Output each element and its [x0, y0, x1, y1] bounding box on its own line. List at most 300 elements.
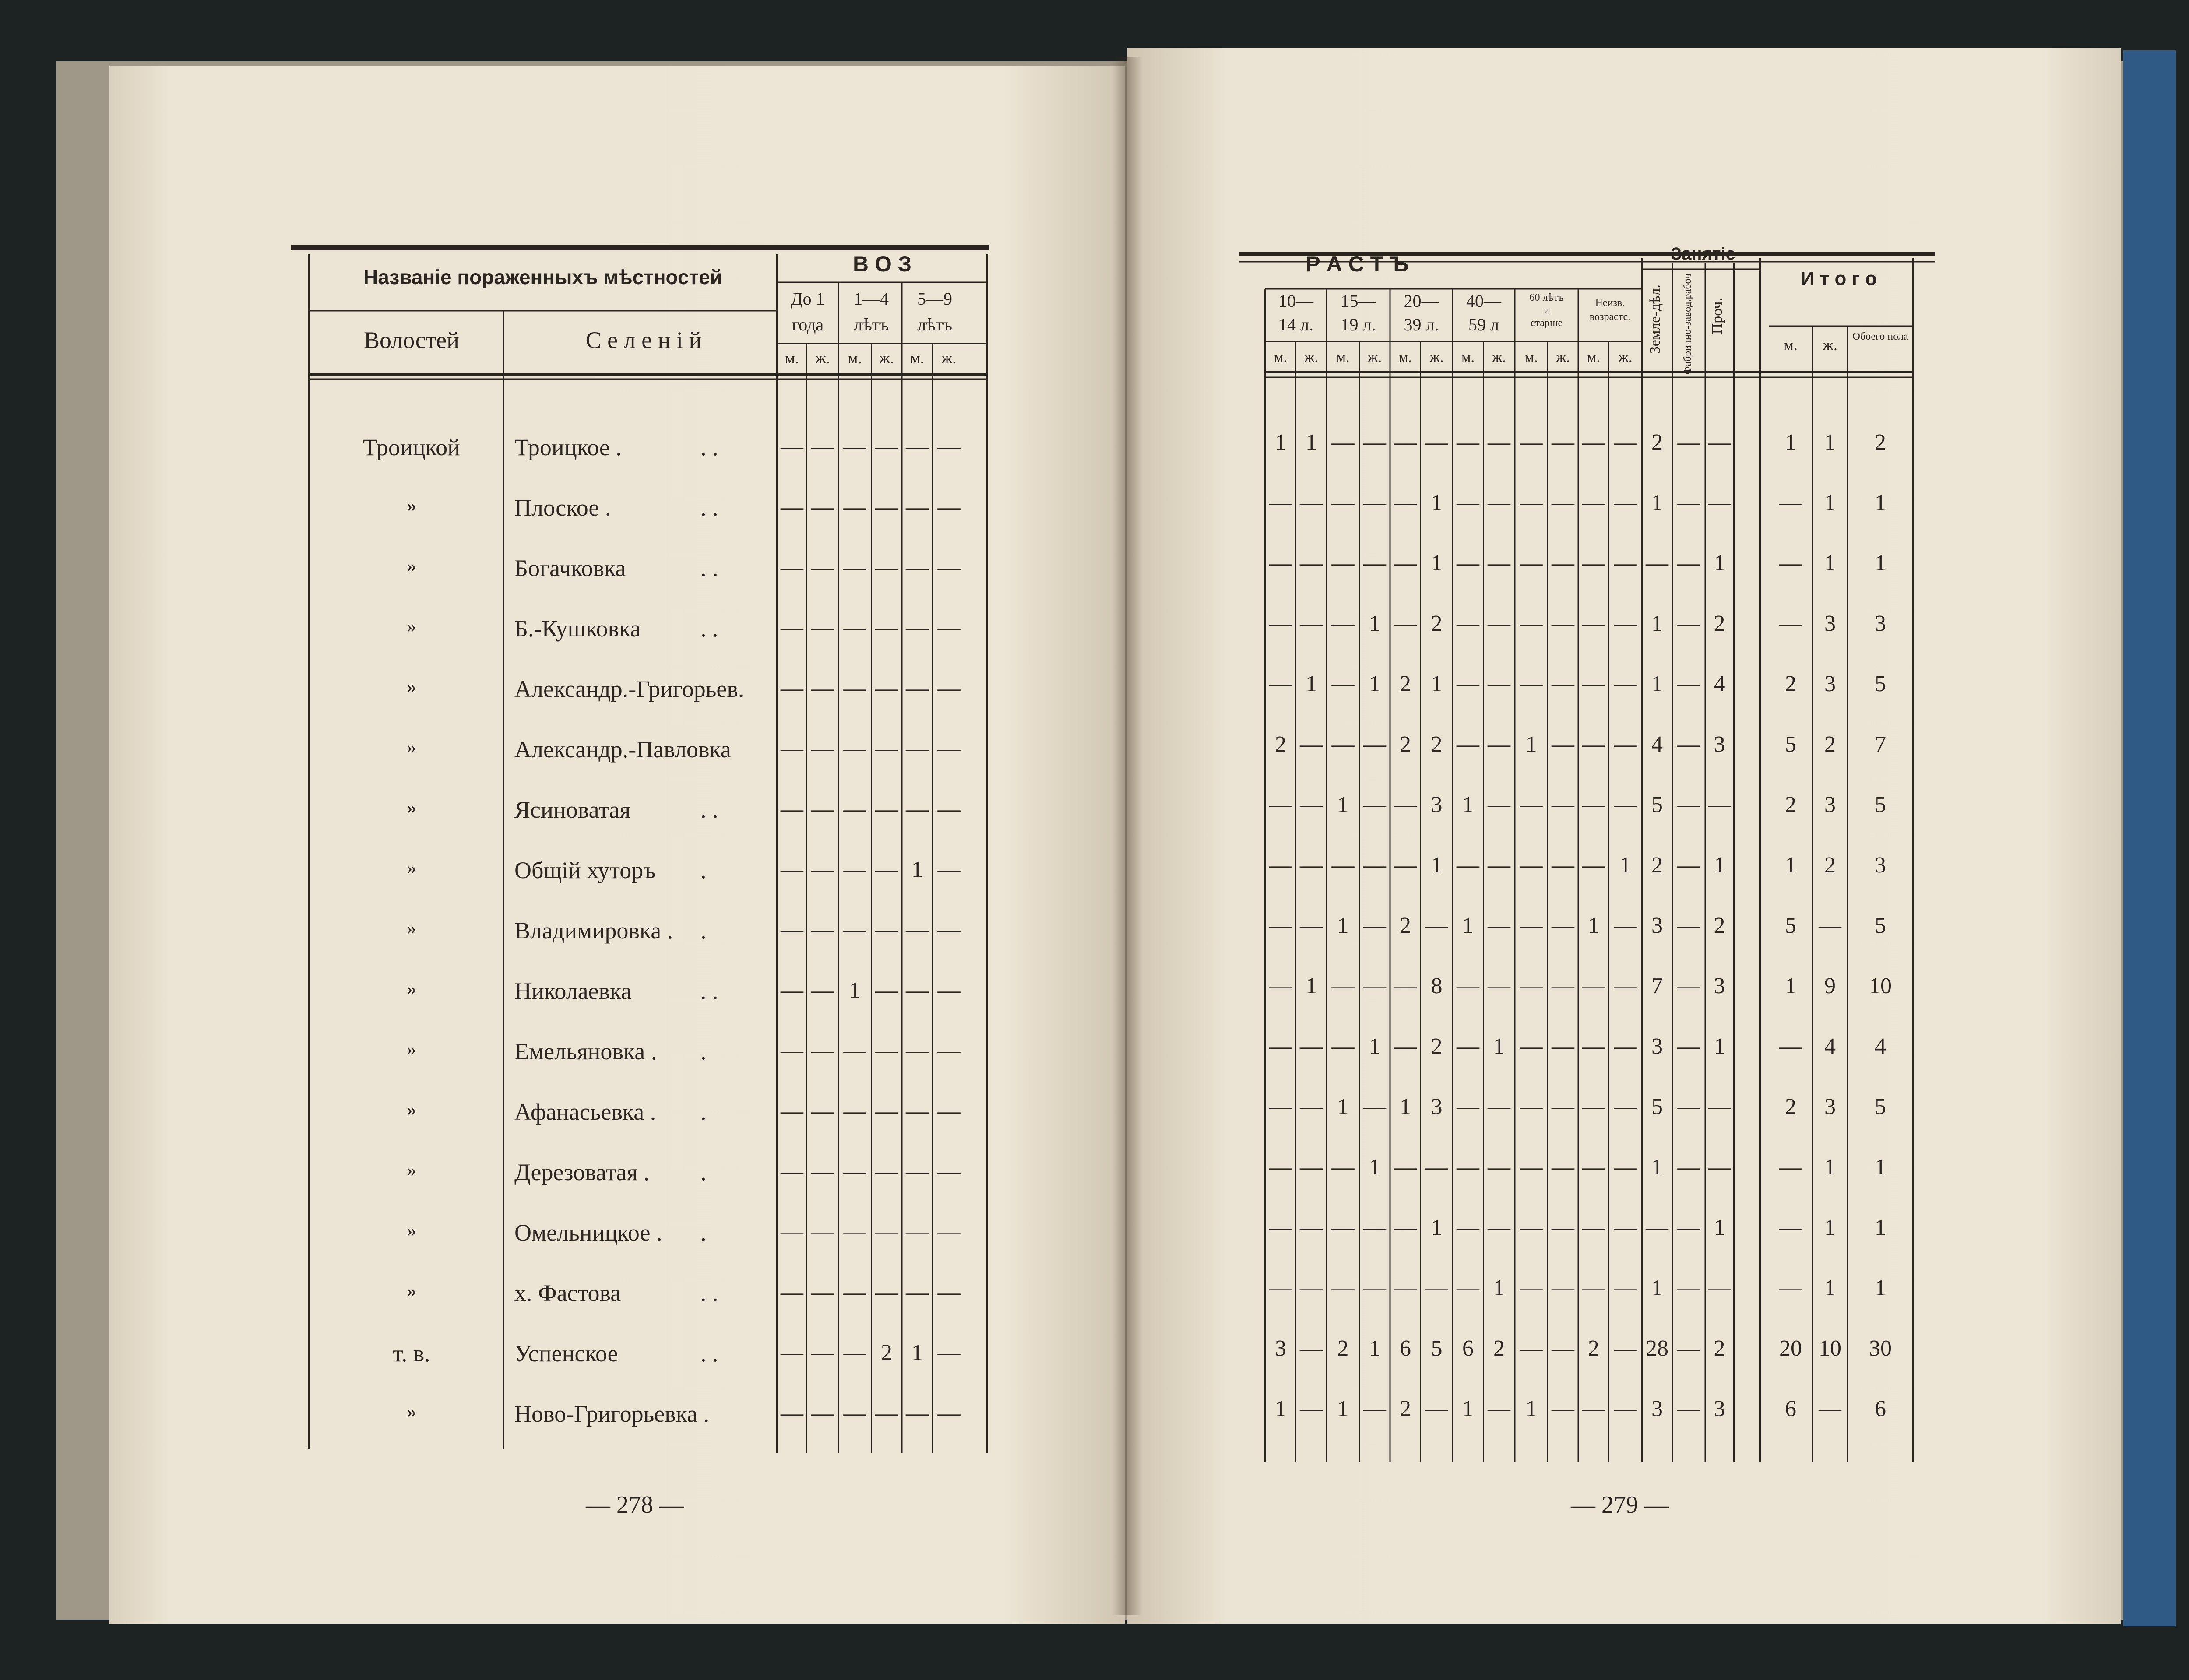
- age-cell: —: [781, 1099, 803, 1124]
- occupation-cell: 3: [1714, 974, 1725, 998]
- sex-header: ж.: [1492, 349, 1506, 366]
- age-cell: 1: [1306, 430, 1317, 455]
- age-cell: —: [1614, 792, 1637, 817]
- age-cell: —: [1614, 732, 1637, 757]
- age-cell: —: [875, 615, 898, 640]
- occupation-cell: —: [1677, 1155, 1700, 1180]
- age-cell: —: [1269, 792, 1292, 817]
- age-cell: —: [875, 434, 898, 459]
- age-cell: —: [781, 857, 803, 882]
- age-cell: —: [1552, 1396, 1574, 1421]
- page-number: — 279 —: [1571, 1491, 1669, 1518]
- age-cell: —: [1331, 853, 1355, 878]
- age-cell: 2: [1431, 611, 1443, 636]
- leader-dots: .: [700, 1159, 707, 1185]
- age-col-header: 59 л: [1468, 315, 1499, 334]
- leader-dots: . .: [700, 615, 718, 642]
- total-cell: 1: [1875, 1276, 1886, 1300]
- total-cell: 1: [1824, 430, 1836, 455]
- age-cell: —: [937, 1099, 961, 1124]
- total-cell: 1: [1785, 430, 1796, 455]
- volost-cell: т. в.: [393, 1340, 430, 1367]
- occupation-cell: 1: [1651, 611, 1663, 636]
- occupation-cell: 5: [1651, 1094, 1663, 1119]
- age-cell: —: [781, 1280, 803, 1305]
- total-cell: —: [1779, 1155, 1802, 1180]
- age-col-header: 14 л.: [1278, 315, 1313, 334]
- age-cell: —: [1582, 1034, 1605, 1059]
- volost-cell: »: [407, 495, 416, 516]
- age-cell: —: [937, 615, 961, 640]
- age-cell: 1: [1306, 974, 1317, 998]
- age-cell: —: [875, 555, 898, 580]
- age-cell: —: [1300, 853, 1323, 878]
- age-cell: —: [781, 676, 803, 701]
- total-cell: 7: [1875, 732, 1886, 757]
- age-cell: 1: [1275, 1396, 1286, 1421]
- age-cell: —: [1331, 1276, 1355, 1300]
- age-cell: —: [1614, 1215, 1637, 1240]
- age-cell: 1: [1525, 1396, 1537, 1421]
- sex-header: ж.: [815, 349, 830, 367]
- age-cell: 1: [1493, 1034, 1505, 1059]
- village-cell: Ново-Григорьевка .: [514, 1401, 710, 1427]
- occupation-cell: 3: [1714, 732, 1725, 757]
- total-cell: 1: [1824, 1276, 1836, 1300]
- age-cell: —: [1552, 551, 1574, 576]
- sex-header: ж.: [879, 349, 894, 367]
- age-cell: —: [1363, 792, 1386, 817]
- age-cell: —: [1363, 430, 1386, 455]
- age-cell: —: [1520, 1336, 1543, 1361]
- total-cell: 10: [1819, 1336, 1841, 1361]
- age-cell: —: [1582, 430, 1605, 455]
- age-cell: —: [1488, 1155, 1510, 1180]
- age-cell: —: [1300, 611, 1323, 636]
- age-cell: —: [1582, 611, 1605, 636]
- age-cell: 1: [1337, 1396, 1349, 1421]
- total-cell: 1: [1824, 551, 1836, 576]
- volost-cell: »: [407, 978, 416, 999]
- village-cell: х. Фастова: [514, 1280, 621, 1306]
- age-cell: —: [1457, 1276, 1479, 1300]
- age-cell: —: [906, 615, 929, 640]
- sex-header: ж.: [1368, 349, 1382, 366]
- age-cell: —: [1520, 551, 1543, 576]
- village-header: С е л е н і й: [585, 327, 702, 353]
- occupation-cell: —: [1677, 792, 1700, 817]
- age-cell: —: [1552, 611, 1574, 636]
- age-col-header: лѣтъ: [854, 315, 889, 334]
- age-cell: —: [811, 1401, 834, 1426]
- leader-dots: . .: [700, 495, 718, 521]
- occupation-cell: —: [1677, 490, 1700, 515]
- age-cell: —: [1457, 490, 1479, 515]
- age-cell: 1: [1493, 1276, 1505, 1300]
- occupation-cell: —: [1646, 551, 1668, 576]
- age-cell: —: [875, 1038, 898, 1063]
- age-cell: —: [906, 555, 929, 580]
- occupation-cell: 1: [1714, 551, 1725, 576]
- leader-dots: .: [700, 857, 707, 883]
- age-cell: —: [1300, 490, 1323, 515]
- age-cell: —: [843, 797, 866, 822]
- age-cell: —: [1300, 1155, 1323, 1180]
- age-cell: 1: [1431, 671, 1443, 696]
- age-cell: —: [1394, 430, 1417, 455]
- age-cell: —: [875, 736, 898, 761]
- age-cell: —: [1457, 853, 1479, 878]
- age-cell: —: [1269, 1276, 1292, 1300]
- village-cell: Богачковка: [514, 555, 626, 581]
- age-cell: —: [875, 676, 898, 701]
- total-cell: 5: [1785, 913, 1796, 938]
- village-cell: Успенское: [514, 1340, 618, 1367]
- age-cell: 1: [1275, 430, 1286, 455]
- age-cell: —: [781, 615, 803, 640]
- age-cell: —: [1582, 1215, 1605, 1240]
- total-cell: 3: [1824, 792, 1836, 817]
- occupation-cell: —: [1677, 853, 1700, 878]
- age-cell: 2: [1400, 732, 1411, 757]
- left-table-rules: [109, 66, 1125, 1624]
- age-cell: —: [811, 1220, 834, 1244]
- age-cell: —: [1552, 430, 1574, 455]
- age-cell: —: [1269, 611, 1292, 636]
- age-cell: 1: [1431, 1215, 1443, 1240]
- village-cell: Плоское .: [514, 495, 611, 521]
- age-cell: —: [811, 1159, 834, 1184]
- age-cell: —: [1552, 1215, 1574, 1240]
- age-cell: —: [1582, 671, 1605, 696]
- total-cell: 2: [1824, 853, 1836, 878]
- age-cell: —: [781, 917, 803, 942]
- occupation-cell: —: [1677, 1034, 1700, 1059]
- age-col-header: Неизв.: [1595, 297, 1625, 309]
- age-col-header: 40—: [1466, 291, 1501, 311]
- age-cell: —: [843, 917, 866, 942]
- age-cell: —: [1614, 430, 1637, 455]
- total-cell: 3: [1875, 611, 1886, 636]
- names-header: Названіе пораженныхъ мѣстностей: [363, 266, 723, 288]
- age-cell: —: [906, 1038, 929, 1063]
- occupation-header: Занятіе: [1671, 244, 1735, 264]
- age-cell: —: [1331, 1215, 1355, 1240]
- occupation-cell: 4: [1714, 671, 1725, 696]
- age-cell: —: [1269, 671, 1292, 696]
- age-cell: —: [1394, 551, 1417, 576]
- book-cover-edge: [2123, 50, 2176, 1626]
- sex-header: м.: [848, 349, 862, 367]
- age-cell: —: [1520, 1215, 1543, 1240]
- age-cell: —: [811, 495, 834, 520]
- age-cell: —: [1488, 974, 1510, 998]
- total-cell: 2: [1785, 792, 1796, 817]
- age-cell: 2: [1431, 732, 1443, 757]
- age-cell: —: [1520, 1276, 1543, 1300]
- age-col-header: лѣтъ: [917, 315, 952, 334]
- age-cell: —: [1457, 1155, 1479, 1180]
- age-cell: —: [1582, 1155, 1605, 1180]
- occupation-cell: —: [1708, 430, 1731, 455]
- age-cell: —: [1582, 1276, 1605, 1300]
- occupation-cell: —: [1677, 430, 1700, 455]
- total-col-header: м.: [1784, 336, 1798, 354]
- occupation-cell: —: [1708, 1276, 1731, 1300]
- age-cell: —: [843, 434, 866, 459]
- age-cell: 1: [1369, 671, 1380, 696]
- sex-header: м.: [1336, 349, 1350, 366]
- age-cell: 2: [1431, 1034, 1443, 1059]
- age-cell: —: [906, 978, 929, 1003]
- age-cell: —: [1520, 1094, 1543, 1119]
- age-cell: —: [1520, 671, 1543, 696]
- occupation-cell: —: [1677, 671, 1700, 696]
- age-cell: —: [811, 978, 834, 1003]
- age-cell: —: [1488, 611, 1510, 636]
- village-cell: Емельяновка .: [514, 1038, 657, 1065]
- age-header-part: Р А С Т Ъ: [1306, 252, 1409, 276]
- age-cell: 2: [1275, 732, 1286, 757]
- right-table-rules: [1127, 48, 2121, 1624]
- age-cell: 1: [1369, 1034, 1380, 1059]
- age-cell: —: [1488, 1094, 1510, 1119]
- total-cell: 1: [1824, 1215, 1836, 1240]
- age-cell: —: [906, 917, 929, 942]
- age-cell: 3: [1431, 792, 1443, 817]
- age-cell: —: [1488, 430, 1510, 455]
- occupation-cell: 3: [1651, 913, 1663, 938]
- age-cell: —: [906, 434, 929, 459]
- volost-cell: »: [407, 797, 416, 818]
- age-cell: —: [781, 434, 803, 459]
- age-cell: —: [1363, 1396, 1386, 1421]
- village-cell: Общій хуторъ: [514, 857, 656, 883]
- sex-header: м.: [1274, 349, 1288, 366]
- occupation-cell: —: [1677, 974, 1700, 998]
- age-cell: —: [1582, 974, 1605, 998]
- age-cell: —: [875, 1220, 898, 1244]
- total-cell: 5: [1875, 913, 1886, 938]
- age-cell: —: [1488, 1396, 1510, 1421]
- village-cell: Николаевка: [514, 978, 632, 1004]
- occupation-cell: —: [1677, 1094, 1700, 1119]
- age-cell: —: [875, 1280, 898, 1305]
- age-cell: —: [1582, 551, 1605, 576]
- total-cell: 1: [1875, 1215, 1886, 1240]
- occupation-cell: —: [1677, 551, 1700, 576]
- age-col-header: 1—4: [854, 289, 889, 309]
- age-cell: —: [1614, 974, 1637, 998]
- age-cell: —: [1552, 853, 1574, 878]
- right-page: [1127, 48, 2121, 1624]
- age-cell: —: [1552, 1336, 1574, 1361]
- age-cell: —: [1552, 792, 1574, 817]
- total-cell: 5: [1875, 1094, 1886, 1119]
- age-cell: —: [843, 736, 866, 761]
- age-cell: —: [1425, 430, 1448, 455]
- age-cell: —: [1552, 913, 1574, 938]
- age-cell: 2: [881, 1340, 892, 1365]
- age-cell: —: [1425, 1276, 1448, 1300]
- age-cell: —: [843, 1340, 866, 1365]
- age-cell: —: [1363, 853, 1386, 878]
- age-cell: 1: [1400, 1094, 1411, 1119]
- sex-header: ж.: [1304, 349, 1318, 366]
- total-cell: 1: [1785, 974, 1796, 998]
- occupation-cell: 1: [1714, 1034, 1725, 1059]
- age-col-header: 10—: [1278, 291, 1313, 311]
- occupation-col-header: Проч.: [1709, 298, 1725, 334]
- age-cell: —: [937, 1159, 961, 1184]
- left-page: [109, 66, 1125, 1624]
- age-cell: —: [937, 978, 961, 1003]
- age-cell: —: [1614, 913, 1637, 938]
- age-cell: —: [906, 1159, 929, 1184]
- age-cell: —: [1457, 974, 1479, 998]
- age-cell: —: [1331, 611, 1355, 636]
- age-cell: —: [1488, 551, 1510, 576]
- age-cell: —: [937, 676, 961, 701]
- age-cell: —: [1300, 1276, 1323, 1300]
- age-cell: —: [1363, 1094, 1386, 1119]
- age-cell: 1: [1369, 611, 1380, 636]
- total-cell: 5: [1875, 792, 1886, 817]
- sex-header: м.: [785, 349, 799, 367]
- occupation-cell: —: [1708, 490, 1731, 515]
- occupation-cell: 2: [1714, 913, 1725, 938]
- total-cell: 2: [1785, 1094, 1796, 1119]
- age-cell: 1: [911, 857, 923, 882]
- age-cell: —: [811, 917, 834, 942]
- age-cell: —: [1520, 611, 1543, 636]
- age-cell: —: [843, 495, 866, 520]
- age-cell: —: [1269, 1094, 1292, 1119]
- total-cell: —: [1779, 490, 1802, 515]
- age-cell: 1: [1337, 913, 1349, 938]
- age-cell: —: [1300, 1094, 1323, 1119]
- age-cell: 1: [1337, 792, 1349, 817]
- age-cell: —: [1269, 913, 1292, 938]
- age-cell: —: [1394, 1155, 1417, 1180]
- age-cell: —: [1300, 792, 1323, 817]
- age-cell: —: [1582, 732, 1605, 757]
- age-cell: —: [1614, 611, 1637, 636]
- age-cell: —: [906, 736, 929, 761]
- age-header-part: В О З: [852, 252, 912, 276]
- occupation-cell: 28: [1646, 1336, 1668, 1361]
- age-cell: —: [781, 736, 803, 761]
- age-cell: —: [1582, 792, 1605, 817]
- age-cell: —: [1457, 430, 1479, 455]
- age-cell: —: [1614, 551, 1637, 576]
- age-cell: —: [1269, 551, 1292, 576]
- total-cell: 5: [1785, 732, 1796, 757]
- age-cell: 2: [1400, 671, 1411, 696]
- age-cell: —: [1300, 1396, 1323, 1421]
- age-cell: —: [1457, 1034, 1479, 1059]
- age-cell: 1: [1462, 913, 1474, 938]
- age-cell: —: [937, 1038, 961, 1063]
- age-cell: —: [906, 1401, 929, 1426]
- sex-header: ж.: [1556, 349, 1570, 366]
- total-cell: 1: [1875, 1155, 1886, 1180]
- age-cell: —: [937, 555, 961, 580]
- age-cell: —: [937, 495, 961, 520]
- age-cell: —: [843, 1220, 866, 1244]
- age-cell: —: [811, 555, 834, 580]
- age-cell: —: [875, 495, 898, 520]
- occupation-col-header: Фабрично-завод.рабоч: [1682, 274, 1693, 375]
- occupation-cell: 2: [1651, 430, 1663, 455]
- volost-cell: »: [407, 1159, 416, 1181]
- age-cell: —: [1520, 913, 1543, 938]
- age-cell: 1: [1431, 853, 1443, 878]
- age-cell: —: [1394, 853, 1417, 878]
- age-cell: —: [1582, 490, 1605, 515]
- total-cell: 3: [1824, 611, 1836, 636]
- total-cell: 4: [1824, 1034, 1836, 1059]
- total-cell: 20: [1779, 1336, 1802, 1361]
- total-cell: 1: [1875, 551, 1886, 576]
- age-cell: —: [1269, 1034, 1292, 1059]
- age-cell: —: [937, 1340, 961, 1365]
- age-cell: —: [1520, 430, 1543, 455]
- age-cell: —: [843, 1280, 866, 1305]
- age-cell: —: [1582, 853, 1605, 878]
- total-cell: 1: [1875, 490, 1886, 515]
- leader-dots: . .: [700, 1280, 718, 1306]
- age-cell: —: [811, 797, 834, 822]
- age-cell: —: [1614, 671, 1637, 696]
- occupation-cell: 5: [1651, 792, 1663, 817]
- age-cell: —: [811, 434, 834, 459]
- age-cell: 2: [1400, 913, 1411, 938]
- age-col-header: старше: [1530, 317, 1563, 329]
- age-cell: —: [937, 736, 961, 761]
- age-cell: —: [811, 1340, 834, 1365]
- age-cell: —: [843, 1038, 866, 1063]
- age-cell: 1: [1306, 671, 1317, 696]
- age-cell: —: [843, 555, 866, 580]
- age-cell: 1: [1462, 1396, 1474, 1421]
- age-cell: —: [1425, 1396, 1448, 1421]
- age-cell: —: [1552, 1034, 1574, 1059]
- total-cell: —: [1779, 1215, 1802, 1240]
- occupation-cell: 1: [1651, 1155, 1663, 1180]
- occupation-cell: —: [1646, 1215, 1668, 1240]
- age-cell: —: [1457, 1215, 1479, 1240]
- age-cell: —: [1488, 792, 1510, 817]
- age-cell: —: [1269, 974, 1292, 998]
- occupation-cell: —: [1677, 1336, 1700, 1361]
- total-cell: 1: [1824, 490, 1836, 515]
- age-cell: —: [811, 736, 834, 761]
- age-cell: —: [1425, 1155, 1448, 1180]
- age-cell: —: [1363, 490, 1386, 515]
- age-cell: —: [1552, 732, 1574, 757]
- occupation-cell: —: [1677, 1276, 1700, 1300]
- occupation-cell: 2: [1714, 1336, 1725, 1361]
- total-cell: 4: [1875, 1034, 1886, 1059]
- leader-dots: . .: [700, 1340, 718, 1367]
- total-cell: 5: [1875, 671, 1886, 696]
- age-col-header: 60 лѣтъ: [1529, 292, 1564, 303]
- occupation-cell: —: [1708, 1155, 1731, 1180]
- age-cell: —: [811, 1038, 834, 1063]
- age-cell: —: [906, 1220, 929, 1244]
- age-cell: —: [1363, 913, 1386, 938]
